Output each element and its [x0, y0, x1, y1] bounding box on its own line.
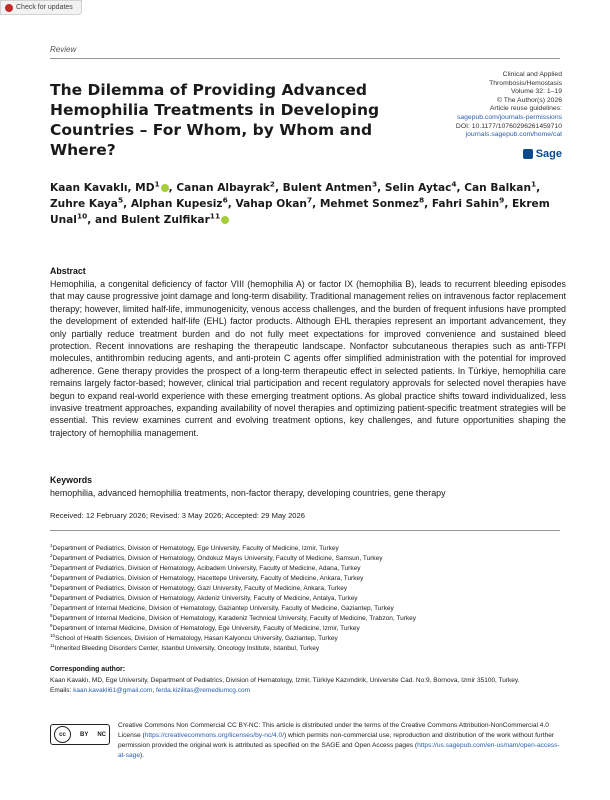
affiliation-item	[50, 604, 570, 614]
author-name: Bulent Zulfikar$^{11}$	[121, 214, 229, 226]
author-name: Mehmet Sonmez$^8$	[319, 195, 425, 210]
affiliation-text: Department of Pediatrics, Division of Hematology, Ege University, Faculty of Medicine, Izmir, Turkey	[52, 545, 339, 552]
author-name: Canan Albayrak$^2$	[176, 179, 275, 194]
affiliation-item	[50, 594, 570, 604]
affiliation-text: Department of Internal Medicine, Division of Hematology, Gaziantep University, Faculty of Medicine, Gaziantep, Turkey	[52, 605, 394, 612]
author-name: Alphan Kupesiz$^6$	[130, 195, 228, 210]
affiliation-number: 1	[50, 542, 53, 548]
author-affiliation-number: 11	[209, 211, 221, 221]
corresponding-heading: Corresponding author:	[50, 666, 126, 673]
author-affiliation-number: 10	[76, 211, 88, 221]
affiliation-number: 3	[50, 562, 53, 568]
affiliation-item	[50, 584, 570, 594]
email-link-kavakli[interactable]: kaan.kavakli61@gmail.com	[73, 686, 153, 694]
author-name: Vahap Okan$^7$	[235, 195, 313, 210]
journal-reuse-label: Article reuse guidelines:	[489, 105, 562, 113]
email-link-kizilitas[interactable]: ferda.kizilitas@remediumcg.com	[155, 686, 250, 694]
email-separator: ,	[152, 686, 155, 694]
check-updates-label: Check for updates	[16, 4, 73, 11]
author-affiliation-number: 8	[418, 195, 425, 205]
author-name: Ekrem Unal$^{10}$	[50, 198, 550, 226]
author-affiliation-number: 6	[222, 195, 228, 205]
nc-icon: NC	[97, 731, 106, 738]
author-name: Selin Aytac$^4$	[384, 179, 457, 194]
license-text	[118, 721, 566, 761]
affiliation-text: Department of Pediatrics, Division of Hematology, Akdeniz University, Faculty of Medicine, Antalya, Turkey	[52, 595, 358, 602]
article-type: Review	[50, 45, 77, 54]
corresponding-emails	[50, 686, 570, 696]
license-text-part3: ).	[140, 752, 145, 759]
affiliation-number: 11	[50, 642, 55, 648]
author-affiliation-number: 7	[306, 195, 313, 205]
affiliation-text: Department of Pediatrics, Division of Hematology, Ondokuz Mayıs University, Faculty of Medicine, Samsun, Turkey	[52, 555, 383, 562]
affiliation-number: 8	[50, 612, 53, 618]
journal-copyright: © The Author(s) 2026	[497, 96, 562, 104]
orcid-icon[interactable]	[221, 216, 229, 224]
author-affiliation-number: 9	[499, 195, 505, 205]
cc-icon: cc	[54, 726, 71, 743]
journal-name-line1: Clinical and Applied	[502, 71, 562, 78]
affiliation-list	[50, 544, 570, 654]
license-text-part2: ) which permits non-commercial use, reproduction and distribution of the work without further permission provided the original work is attributed as specified on the SAGE and Open Access pages (	[118, 732, 555, 749]
check-updates-icon	[5, 4, 13, 12]
author-affiliation-number: 2	[269, 179, 275, 189]
affiliation-item	[50, 554, 570, 564]
author-name: Can Balkan$^1$	[464, 179, 537, 194]
affiliation-number: 7	[50, 602, 53, 608]
journal-home-link[interactable]: journals.sagepub.com/home/cat	[465, 131, 562, 139]
affiliation-number: 2	[50, 552, 53, 558]
open-access-link[interactable]: https://us.sagepub.com/en-us/nam/open-access-at-sage	[118, 742, 560, 759]
sage-logo-text: Sage	[535, 148, 562, 160]
affiliation-text: Department of Pediatrics, Division of Hematology, Gazi University, Faculty of Medicine, Ankara, Turkey	[52, 585, 348, 592]
author-list: Kaan Kavaklı, $MD^1$ , Canan Albayrak$^2$, Bulent Antmen$^3$, Selin Aytac$^4$, Can Balkan$^1$, Zuhre Kaya$^5$, Alphan Kupesiz$^6$, Vahap Okan$^7$, Mehmet Sonmez$^8$, Fahri Sahin$^9$, Ekrem Unal$^{10}$, and Bulent Zulfikar$^{11}$	[50, 179, 550, 226]
affiliation-number: 5	[50, 582, 53, 588]
sage-logo	[523, 148, 562, 160]
article-title: The Dilemma of Providing Advanced Hemophilia Treatments in Developing Countries – For Whom, by Whom and Where?	[50, 81, 380, 159]
author-affiliation-number: 5	[117, 195, 124, 205]
affiliation-text: School of Health Sciences, Division of Hematology, Hasan Kalyoncu University, Gaziantep, Turkey	[55, 635, 338, 642]
author-affiliation-number: 1	[154, 179, 160, 189]
corresponding-details	[50, 676, 570, 695]
affiliation-text: Department of Internal Medicine, Division of Hematology, Karadeniz Technical University, Faculty of Medicine, Trabzon, Turkey	[52, 615, 416, 622]
journal-volume: Volume 32: 1–19	[510, 88, 562, 96]
affiliation-text: Department of Internal Medicine, Division of Hematology, Ege University, Faculty of Medicine, Izmir, Turkey	[52, 625, 360, 632]
corresponding-address: Kaan Kavaklı, MD, Ege University, Department of Pediatrics, Division of Hematology, Izmir, Türkiye Kazımdirik, Universite Cad. No:9, Bornova, Izmir 35100, Turkey.	[50, 677, 520, 684]
affiliation-number: 9	[50, 622, 53, 628]
affiliation-item	[50, 634, 570, 644]
affiliation-text: Department of Pediatrics, Division of Hematology, Hacettepe University, Faculty of Medicine, Ankara, Turkey	[52, 575, 364, 582]
emails-label: Emails:	[50, 686, 72, 694]
affiliation-item	[50, 544, 570, 554]
license-link[interactable]: https://creativecommons.org/licenses/by-nc/4.0/	[144, 732, 285, 739]
author-affiliation-number: 3	[371, 179, 378, 189]
keywords-list: hemophilia, advanced hemophilia treatments, non-factor therapy, developing countries, gene therapy	[50, 488, 446, 498]
author-affiliation-number: 4	[451, 179, 457, 189]
author-name: Kaan Kavaklı, $MD^1$	[50, 182, 169, 194]
journal-doi[interactable]: DOI: 10.1177/10760296261459710	[455, 122, 562, 130]
keywords-heading: Keywords	[50, 475, 93, 485]
author-name: Fahri Sahin$^9$	[431, 195, 505, 210]
orcid-icon[interactable]	[161, 184, 169, 192]
sage-logo-icon	[523, 149, 533, 159]
affiliation-item	[50, 574, 570, 584]
affiliation-number: 4	[50, 572, 53, 578]
cc-by-nc-logo[interactable]	[50, 724, 110, 745]
check-for-updates-badge[interactable]	[0, 0, 82, 15]
author-affiliation-number: 1	[531, 179, 537, 189]
permissions-link[interactable]: sagepub.com/journals-permissions	[456, 113, 562, 121]
affiliation-number: 10	[50, 632, 56, 638]
author-name: Zuhre Kaya$^5$	[50, 195, 124, 210]
author-name: Bulent Antmen$^3$	[282, 179, 378, 194]
affiliation-text: Inherited Bleeding Disorders Center, Istanbul University, Oncology Institute, Istanbul, Turkey	[54, 645, 320, 652]
journal-name-line2: Thrombosis/Hemostasis	[489, 79, 562, 87]
affiliation-item	[50, 614, 570, 624]
abstract-body: Hemophilia, a congenital deficiency of factor VIII (hemophilia A) or factor IX (hemophilia B), leads to recurrent bleeding episodes that may cause progressive joint damage and long-term disability. Traditional management relies on intravenous factor replacement therapy; however, limited half-life, immunogenicity, venous access challenges, and the burden of frequent infusions have prompted the development of extended half-life (EHL) factor products. Although EHL therapies represent an important advancement, they only partially reduce treatment burden and do not fully meet expectations for improved convenience and sustained bleed protection. Recent innovations are reshaping the therapeutic landscape. Nonfactor subcutaneous therapies such as anti-TFPI molecules, antithrombin reducing agents, and anti-protein C agents offer simplified administration with the potential for improved adherence. Gene therapy provides the prospect of a long-term therapeutic effect in selected patients. In Türkiye, hemophilia care remains largely factor-based; however, clinical trial participation and recent regulatory approvals for selected novel therapies have begun to expand real-world experience with these emerging treatment options. As global practice shifts toward individualized, less invasive treatment approaches, expanding availability of novel therapies and optimizing patient-specific treatment strategies will be essential. This review examines current and evolving treatment options, key challenges, and future opportunities shaping the trajectory of hemophilia management.	[50, 279, 566, 438]
affiliation-item	[50, 564, 570, 574]
header-divider	[50, 58, 560, 59]
by-icon: BY	[79, 731, 89, 738]
license-text-part1: Creative Commons Non Commercial CC BY-NC: This article is distributed under the terms of the Creative Commons Attribution-NonCommercial 4.0 License (	[118, 722, 549, 739]
article-dates: Received: 12 February 2026; Revised: 3 May 2026; Accepted: 29 May 2026	[50, 511, 305, 520]
abstract-heading: Abstract	[50, 266, 86, 276]
license-block	[50, 721, 566, 767]
affiliation-item	[50, 644, 570, 654]
affiliation-number: 6	[50, 592, 53, 598]
affiliation-item	[50, 624, 570, 634]
journal-info	[412, 71, 562, 140]
affiliations-divider	[50, 530, 560, 531]
affiliation-text: Department of Pediatrics, Division of Hematology, Acibadem University, Faculty of Medicine, Adana, Turkey	[52, 565, 361, 572]
